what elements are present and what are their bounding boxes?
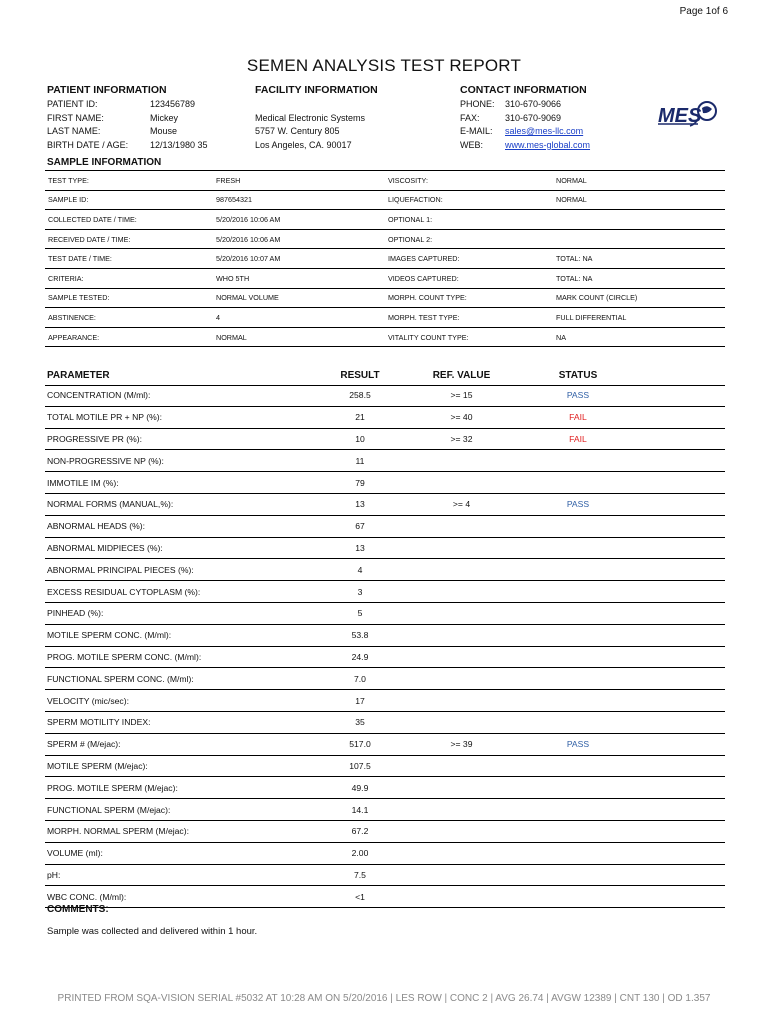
patient-info xyxy=(47,98,208,152)
ref-value: >= 40 xyxy=(450,412,473,423)
parameter-name: ABNORMAL MIDPIECES (%): xyxy=(47,542,163,553)
table-row xyxy=(45,821,725,843)
patient-label: LAST NAME: xyxy=(47,126,101,136)
status-badge: PASS xyxy=(566,739,590,750)
sample-value: TOTAL: NA xyxy=(556,254,593,264)
sample-row xyxy=(45,191,725,211)
phone-value: 310-670-9066 xyxy=(505,99,562,109)
comments-heading: COMMENTS: xyxy=(47,904,109,915)
parameter-name: PINHEAD (%): xyxy=(47,608,104,619)
result-header: RESULT xyxy=(340,369,380,381)
status-badge: FAIL xyxy=(569,412,587,423)
sample-value: 987654321 xyxy=(216,195,252,205)
parameter-name: ABNORMAL HEADS (%): xyxy=(47,521,146,532)
table-row xyxy=(45,407,725,429)
table-row xyxy=(45,581,725,603)
sample-row xyxy=(45,308,725,328)
sample-row xyxy=(45,249,725,269)
sample-row xyxy=(45,289,725,309)
comments-text: Sample was collected and delivered within 1 hour. xyxy=(47,926,258,937)
sample-row xyxy=(45,210,725,230)
status-badge: PASS xyxy=(566,390,590,401)
parameter-name: MOTILE SPERM (M/ejac): xyxy=(47,760,148,771)
sample-value: FULL DIFFERENTIAL xyxy=(556,312,627,322)
report-title: SEMEN ANALYSIS TEST REPORT xyxy=(246,56,522,75)
sample-value: NA xyxy=(556,332,566,342)
result-value: <1 xyxy=(355,891,365,902)
sample-label: IMAGES CAPTURED: xyxy=(388,254,460,264)
table-row xyxy=(45,799,725,821)
patient-value: 123456789 xyxy=(150,99,196,109)
patient-info-heading: PATIENT INFORMATION xyxy=(47,84,167,96)
parameter-name: VOLUME (ml): xyxy=(47,848,103,859)
sample-row xyxy=(45,269,725,289)
sample-label: OPTIONAL 1: xyxy=(388,214,433,224)
contact-row xyxy=(460,98,590,112)
result-value: 10 xyxy=(355,433,365,444)
sample-value: NORMAL xyxy=(556,175,587,185)
table-row xyxy=(45,494,725,516)
table-row xyxy=(45,472,725,494)
contact-row xyxy=(460,139,590,153)
result-value: 2.00 xyxy=(351,848,369,859)
params-header xyxy=(45,365,725,386)
sample-label: SAMPLE ID: xyxy=(48,195,89,205)
result-value: 517.0 xyxy=(349,739,371,750)
sample-value: NORMAL xyxy=(556,195,587,205)
patient-value: Mickey xyxy=(150,112,179,123)
print-footer: PRINTED FROM SQA-VISION SERIAL #5032 AT 10:28 AM ON 5/20/2016 | LES ROW | CONC 2 | AVG 26.74 | AVGW 12389 | CNT 130 | OD 1.357 xyxy=(57,993,711,1004)
sample-label: RECEIVED DATE / TIME: xyxy=(48,234,131,244)
parameter-header: PARAMETER xyxy=(47,369,110,381)
sample-row xyxy=(45,328,725,348)
ref-value: >= 39 xyxy=(450,739,473,750)
patient-label: BIRTH DATE / AGE: xyxy=(47,139,129,150)
contact-label: E-MAIL: xyxy=(460,126,493,136)
sample-label: LIQUEFACTION: xyxy=(388,195,443,205)
parameter-name: SPERM MOTILITY INDEX: xyxy=(47,717,151,728)
result-value: 13 xyxy=(355,499,365,510)
sample-value: 5/20/2016 10:07 AM xyxy=(216,254,281,264)
status-badge: FAIL xyxy=(569,433,587,444)
sample-label: APPEARANCE: xyxy=(48,332,100,342)
sample-info-heading: SAMPLE INFORMATION xyxy=(47,157,162,168)
contact-row xyxy=(460,112,590,126)
sample-value: FRESH xyxy=(216,175,241,185)
result-value: 21 xyxy=(355,412,365,423)
table-row xyxy=(45,777,725,799)
status-header: STATUS xyxy=(558,369,598,381)
result-value: 53.8 xyxy=(351,630,369,641)
status-badge: PASS xyxy=(566,499,590,510)
patient-row xyxy=(47,125,208,139)
table-row xyxy=(45,712,725,734)
result-value: 13 xyxy=(355,542,365,553)
parameter-name: TOTAL MOTILE PR + NP (%): xyxy=(47,412,163,423)
table-row xyxy=(45,385,725,407)
sample-label: TEST DATE / TIME: xyxy=(48,254,112,264)
patient-row xyxy=(47,139,208,153)
table-row xyxy=(45,450,725,472)
sample-label: VITALITY COUNT TYPE: xyxy=(388,332,469,342)
table-row xyxy=(45,668,725,690)
ref-value: >= 4 xyxy=(452,499,471,510)
parameter-name: NORMAL FORMS (MANUAL,%): xyxy=(47,499,174,510)
facility-line: Los Angeles, CA. 90017 xyxy=(255,139,352,150)
facility-info-heading: FACILITY INFORMATION xyxy=(255,84,378,96)
table-row xyxy=(45,734,725,756)
page-number: Page 1of 6 xyxy=(679,6,728,17)
table-row xyxy=(45,756,725,778)
parameter-name: CONCENTRATION (M/ml): xyxy=(47,390,151,401)
contact-label: PHONE: xyxy=(460,99,495,109)
email-link[interactable]: sales@mes-llc.com xyxy=(505,126,584,136)
result-value: 3 xyxy=(357,586,363,597)
sample-label: CRITERIA: xyxy=(48,273,84,283)
result-value: 5 xyxy=(357,608,363,619)
result-value: 17 xyxy=(355,695,365,706)
parameter-name: pH: xyxy=(47,869,61,880)
parameter-name: EXCESS RESIDUAL CYTOPLASM (%): xyxy=(47,586,201,597)
mes-logo-icon xyxy=(656,98,718,132)
sample-value: NORMAL VOLUME xyxy=(216,293,279,303)
table-row xyxy=(45,647,725,669)
table-row xyxy=(45,625,725,647)
parameter-name: ABNORMAL PRINCIPAL PIECES (%): xyxy=(47,564,194,575)
contact-row xyxy=(460,125,590,139)
parameter-name: MOTILE SPERM CONC. (M/ml): xyxy=(47,630,172,641)
result-value: 79 xyxy=(355,477,365,488)
result-value: 7.0 xyxy=(354,673,366,684)
parameter-name: IMMOTILE IM (%): xyxy=(47,477,119,488)
sample-value: 5/20/2016 10:06 AM xyxy=(216,214,281,224)
sample-value: MARK COUNT (CIRCLE) xyxy=(556,293,638,303)
patient-label: FIRST NAME: xyxy=(47,112,104,123)
result-value: 7.5 xyxy=(354,869,366,880)
facility-line: 5757 W. Century 805 xyxy=(255,126,340,136)
sample-label: TEST TYPE: xyxy=(48,175,89,185)
sample-label: COLLECTED DATE / TIME: xyxy=(48,214,137,224)
table-row xyxy=(45,429,725,451)
facility-line: Medical Electronic Systems xyxy=(255,112,366,123)
result-value: 11 xyxy=(355,455,365,466)
patient-value: Mouse xyxy=(150,126,178,136)
sample-value: 5/20/2016 10:06 AM xyxy=(216,234,281,244)
web-link[interactable]: www.mes-global.com xyxy=(505,139,591,150)
result-value: 49.9 xyxy=(351,782,369,793)
result-value: 35 xyxy=(355,717,365,728)
sample-label: MORPH. TEST TYPE: xyxy=(388,312,460,322)
table-row xyxy=(45,886,725,908)
sample-row xyxy=(45,230,725,250)
parameter-name: FUNCTIONAL SPERM CONC. (M/ml): xyxy=(47,673,194,684)
ref-value: >= 32 xyxy=(450,433,473,444)
table-row xyxy=(45,559,725,581)
result-value: 4 xyxy=(357,564,363,575)
result-value: 67 xyxy=(355,521,365,532)
ref-value-header: REF. VALUE xyxy=(432,369,491,381)
sample-row xyxy=(45,171,725,191)
sample-value: NORMAL xyxy=(216,332,247,342)
patient-label: PATIENT ID: xyxy=(47,99,98,109)
params-table xyxy=(45,385,725,908)
facility-info xyxy=(255,98,365,152)
sample-label: VISCOSITY: xyxy=(388,175,428,185)
sample-info-table xyxy=(45,170,725,347)
sample-label: MORPH. COUNT TYPE: xyxy=(388,293,467,303)
logo-text: MES xyxy=(658,105,702,127)
parameter-name: WBC CONC. (M/ml): xyxy=(47,891,127,902)
table-row xyxy=(45,603,725,625)
facility-line xyxy=(255,98,365,112)
ref-value: >= 15 xyxy=(450,390,473,401)
sample-value: 4 xyxy=(216,312,220,322)
parameter-name: VELOCITY (mic/sec): xyxy=(47,695,129,706)
parameter-name: PROG. MOTILE SPERM CONC. (M/ml): xyxy=(47,651,202,662)
table-row xyxy=(45,843,725,865)
sample-label: OPTIONAL 2: xyxy=(388,234,433,244)
parameter-name: PROGRESSIVE PR (%): xyxy=(47,433,143,444)
fax-value: 310-670-9069 xyxy=(505,112,562,123)
parameter-name: SPERM # (M/ejac): xyxy=(47,739,121,750)
contact-info xyxy=(460,98,590,152)
parameter-name: PROG. MOTILE SPERM (M/ejac): xyxy=(47,782,178,793)
parameter-name: FUNCTIONAL SPERM (M/ejac): xyxy=(47,804,171,815)
sample-value: WHO 5TH xyxy=(216,273,250,283)
sample-label: ABSTINENCE: xyxy=(48,312,96,322)
sample-value: TOTAL: NA xyxy=(556,273,593,283)
parameter-name: NON-PROGRESSIVE NP (%): xyxy=(47,455,164,466)
result-value: 67.2 xyxy=(351,826,369,837)
contact-label: WEB: xyxy=(460,139,484,150)
table-row xyxy=(45,690,725,712)
table-row xyxy=(45,516,725,538)
patient-value: 12/13/1980 35 xyxy=(150,139,208,150)
sample-label: VIDEOS CAPTURED: xyxy=(388,273,459,283)
result-value: 107.5 xyxy=(349,760,371,771)
contact-label: FAX: xyxy=(460,112,480,123)
table-row xyxy=(45,865,725,887)
result-value: 14.1 xyxy=(351,804,369,815)
patient-row xyxy=(47,98,208,112)
table-row xyxy=(45,538,725,560)
contact-info-heading: CONTACT INFORMATION xyxy=(460,84,587,96)
sample-label: SAMPLE TESTED: xyxy=(48,293,110,303)
result-value: 24.9 xyxy=(351,651,369,662)
patient-row xyxy=(47,112,208,126)
result-value: 258.5 xyxy=(349,390,371,401)
parameter-name: MORPH. NORMAL SPERM (M/ejac): xyxy=(47,826,189,837)
